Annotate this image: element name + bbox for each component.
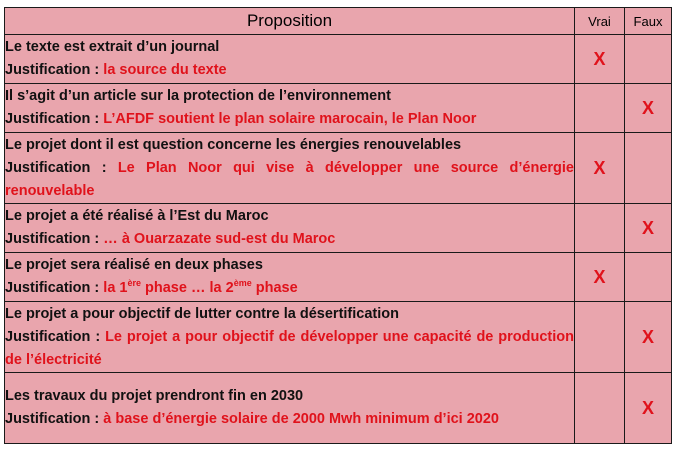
vrai-mark: X (593, 157, 606, 178)
proposition-cell (5, 253, 575, 302)
vrai-mark-cell (575, 204, 625, 253)
justification-line (5, 408, 574, 431)
justification-line (5, 326, 574, 372)
justification-line (5, 228, 574, 251)
table-row (5, 253, 672, 302)
faux-mark-cell (625, 35, 672, 84)
vrai-mark-cell (575, 373, 625, 444)
vrai-mark-cell (575, 302, 625, 373)
justification-text: Le Plan Noor qui vise à développer une source d’énergie renouvelable (5, 159, 574, 199)
faux-mark: X (641, 217, 654, 238)
header-faux: Faux (625, 8, 672, 35)
proposition-cell (5, 35, 575, 84)
faux-mark-cell (625, 133, 672, 204)
justification-text: Le projet a pour objectif de développer une capacité de production de l’électricité (5, 328, 575, 368)
faux-mark: X (641, 326, 654, 347)
statement: Le projet a été réalisé à l’Est du Maroc (5, 208, 269, 224)
proposition-cell (5, 302, 575, 373)
proposition-cell (5, 204, 575, 253)
faux-mark-cell (625, 253, 672, 302)
statement: Les travaux du projet prendront fin en 2030 (5, 388, 304, 404)
proposition-cell (5, 84, 575, 133)
vrai-mark: X (593, 266, 606, 287)
justification-label: Justification : (5, 62, 100, 78)
faux-mark: X (641, 97, 654, 118)
justification-label: Justification : (5, 159, 107, 176)
justification-label: Justification : (5, 328, 101, 345)
header-row (5, 8, 672, 35)
statement: Il s’agit d’un article sur la protection de l’environnement (5, 88, 391, 104)
justification-text: … à Ouarzazate sud-est du Maroc (103, 231, 336, 247)
header-vrai: Vrai (575, 8, 625, 35)
table-row (5, 133, 672, 204)
vrai-mark: X (593, 48, 606, 69)
justification-label: Justification : (5, 411, 100, 427)
table-row (5, 373, 672, 444)
justification-line (5, 277, 574, 300)
table-row (5, 204, 672, 253)
statement: Le projet dont il est question concerne les énergies renouvelables (5, 136, 462, 153)
justification-text: L’AFDF soutient le plan solaire marocain, le Plan Noor (103, 111, 477, 127)
justification-text: la source du texte (103, 62, 227, 78)
table-row (5, 35, 672, 84)
justification-line (5, 59, 574, 82)
justification-label: Justification : (5, 111, 100, 127)
justification-text: à base d’énergie solaire de 2000 Mwh minimum d’ici 2020 (103, 411, 499, 427)
vrai-mark-cell (575, 84, 625, 133)
header-proposition: Proposition (5, 8, 575, 35)
faux-mark-cell (625, 204, 672, 253)
table-row (5, 84, 672, 133)
statement: Le projet sera réalisé en deux phases (5, 257, 263, 273)
justification-line (5, 108, 574, 131)
proposition-cell (5, 373, 575, 444)
justification-label: Justification : (5, 280, 100, 296)
vrai-mark-cell (575, 35, 625, 84)
vrai-mark-cell (575, 133, 625, 204)
justification-line (5, 157, 574, 203)
justification-label: Justification : (5, 231, 100, 247)
table-row (5, 302, 672, 373)
faux-mark-cell (625, 302, 672, 373)
proposition-cell (5, 133, 575, 204)
statement: Le projet a pour objectif de lutter contre la désertification (5, 305, 399, 322)
vrai-mark-cell (575, 253, 625, 302)
faux-mark-cell (625, 373, 672, 444)
statement: Le texte est extrait d’un journal (5, 39, 220, 55)
true-false-table (4, 7, 672, 444)
justification-text: la 1ère phase … la 2ème phase (103, 278, 298, 296)
faux-mark-cell (625, 84, 672, 133)
faux-mark: X (641, 397, 654, 418)
